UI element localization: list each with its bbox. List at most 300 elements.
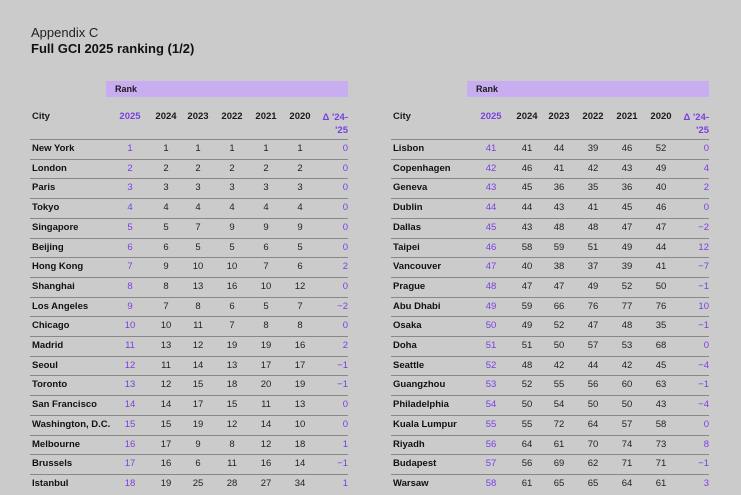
rank-cell: 45 <box>521 182 533 194</box>
rank-cell: 7 <box>195 221 201 233</box>
rank-cell: 14 <box>160 399 172 411</box>
rank-cell: 46 <box>621 143 633 154</box>
rank-cell: 46 <box>485 241 497 253</box>
rank-cell: 28 <box>226 477 238 489</box>
rank-cell: 15 <box>192 379 204 391</box>
rank-cell: 57 <box>587 340 599 351</box>
delta-cell: 0 <box>342 241 348 253</box>
city-name: Washington, D.C. <box>32 418 111 430</box>
table-row <box>391 336 709 357</box>
delta-cell: −4 <box>698 359 709 371</box>
rank-cell: 27 <box>260 477 272 489</box>
rank-cell: 4 <box>297 202 303 214</box>
rank-cell: 37 <box>587 261 599 273</box>
city-column-header: City <box>32 111 50 122</box>
table-row <box>30 395 348 416</box>
rank-cell: 47 <box>655 221 667 233</box>
city-name: Singapore <box>32 221 79 233</box>
rank-cell: 65 <box>587 477 599 489</box>
rank-cell: 7 <box>297 300 303 312</box>
table-row <box>30 474 348 495</box>
rank-cell: 61 <box>655 477 667 489</box>
rank-cell: 25 <box>192 477 204 489</box>
rank-cell: 47 <box>521 280 533 292</box>
rank-cell: 39 <box>621 261 633 273</box>
city-name: New York <box>32 143 75 154</box>
year-column-header-2021: 2021 <box>255 111 277 122</box>
rank-cell: 56 <box>485 438 497 450</box>
rank-cell: 71 <box>655 458 667 470</box>
delta-cell: 0 <box>342 143 348 154</box>
table-row <box>391 375 709 396</box>
rank-cell: 2 <box>297 162 303 174</box>
rank-cell: 72 <box>553 418 565 430</box>
rank-cell: 39 <box>587 143 599 154</box>
rank-cell: 40 <box>521 261 533 273</box>
city-name: Tokyo <box>32 202 60 214</box>
table-row <box>30 238 348 259</box>
rank-cell: 56 <box>587 379 599 391</box>
rank-cell: 63 <box>655 379 667 391</box>
rank-cell: 5 <box>195 241 201 253</box>
rank-cell: 16 <box>160 458 172 470</box>
city-name: Shanghai <box>32 280 75 292</box>
rank-cell: 44 <box>521 202 533 214</box>
city-name: Paris <box>32 182 56 194</box>
delta-cell: −1 <box>337 458 348 470</box>
city-name: Guangzhou <box>393 379 446 391</box>
city-name: San Francisco <box>32 399 97 411</box>
city-name: Istanbul <box>32 477 69 489</box>
delta-cell: −7 <box>698 261 709 273</box>
table-row <box>391 297 709 318</box>
rank-cell: 2 <box>163 162 169 174</box>
rank-cell: 44 <box>655 241 667 253</box>
rank-cell: 49 <box>587 280 599 292</box>
rank-cell: 13 <box>294 399 306 411</box>
rank-cell: 55 <box>485 418 497 430</box>
delta-cell: 8 <box>703 438 709 450</box>
rank-cell: 55 <box>521 418 533 430</box>
rank-cell: 12 <box>260 438 272 450</box>
rank-cell: 50 <box>553 340 565 351</box>
delta-cell: 12 <box>698 241 709 253</box>
city-name: Vancouver <box>393 261 442 273</box>
rank-cell: 40 <box>655 182 667 194</box>
city-name: Budapest <box>393 458 437 470</box>
delta-cell: 0 <box>342 320 348 332</box>
delta-cell: 2 <box>703 182 709 194</box>
appendix-label: Appendix C <box>31 25 99 40</box>
year-column-header-2025: 2025 <box>119 111 141 122</box>
rank-cell: 17 <box>160 438 172 450</box>
rank-cell: 13 <box>226 359 238 371</box>
rank-cell: 3 <box>163 182 169 194</box>
rank-cell: 9 <box>263 221 269 233</box>
rank-cell: 47 <box>485 261 497 273</box>
rank-cell: 14 <box>294 458 306 470</box>
rank-cell: 36 <box>621 182 633 194</box>
table-row <box>391 178 709 199</box>
city-name: Abu Dhabi <box>393 300 441 312</box>
rank-cell: 48 <box>521 359 533 371</box>
delta-cell: 0 <box>703 202 709 214</box>
rank-cell: 10 <box>260 280 272 292</box>
delta-cell: 0 <box>342 202 348 214</box>
delta-cell: −1 <box>337 379 348 391</box>
rank-cell: 15 <box>124 418 136 430</box>
rank-cell: 49 <box>621 241 633 253</box>
year-column-header-2020: 2020 <box>650 111 672 122</box>
city-name: Brussels <box>32 458 73 470</box>
year-column-header-2024: 2024 <box>155 111 177 122</box>
rank-cell: 2 <box>127 162 133 174</box>
rank-cell: 41 <box>655 261 667 273</box>
rank-cell: 7 <box>127 261 133 273</box>
rank-cell: 45 <box>621 202 633 214</box>
rank-cell: 10 <box>160 320 172 332</box>
rank-cell: 48 <box>485 280 497 292</box>
rank-cell: 50 <box>485 320 497 332</box>
delta-column-header: Δ '24-'25 <box>683 112 709 136</box>
rank-cell: 18 <box>124 477 136 489</box>
city-name: Madrid <box>32 340 64 351</box>
rank-cell: 16 <box>226 280 238 292</box>
rank-cell: 13 <box>192 280 204 292</box>
rank-cell: 57 <box>621 418 633 430</box>
rank-cell: 11 <box>227 458 237 470</box>
rank-cell: 16 <box>124 438 136 450</box>
table-row <box>391 435 709 456</box>
rank-cell: 18 <box>294 438 306 450</box>
rank-cell: 43 <box>655 399 667 411</box>
rank-cell: 5 <box>127 221 133 233</box>
rank-cell: 4 <box>163 202 169 214</box>
rank-cell: 11 <box>125 340 135 351</box>
delta-cell: −2 <box>337 300 348 312</box>
rank-cell: 2 <box>195 162 201 174</box>
city-name: Philadelphia <box>393 399 449 411</box>
rank-cell: 11 <box>161 359 171 371</box>
rank-cell: 9 <box>195 438 201 450</box>
delta-cell: 0 <box>703 418 709 430</box>
rank-cell: 51 <box>587 241 599 253</box>
column-header-row <box>391 109 709 137</box>
rank-cell: 6 <box>127 241 133 253</box>
rank-cell: 19 <box>160 477 172 489</box>
rank-cell: 9 <box>163 261 169 273</box>
rank-cell: 8 <box>163 280 169 292</box>
rank-cell: 50 <box>521 399 533 411</box>
city-name: Taipei <box>393 241 420 253</box>
rank-cell: 3 <box>127 182 133 194</box>
rank-cell: 1 <box>127 143 133 154</box>
rank-cell: 3 <box>297 182 303 194</box>
rank-cell: 50 <box>621 399 633 411</box>
rank-cell: 52 <box>485 359 497 371</box>
city-name: Beijing <box>32 241 64 253</box>
city-name: Chicago <box>32 320 70 332</box>
rank-cell: 12 <box>226 418 238 430</box>
city-name: Seattle <box>393 359 425 371</box>
rank-cell: 13 <box>124 379 136 391</box>
rank-cell: 1 <box>163 143 169 154</box>
rank-cell: 50 <box>587 399 599 411</box>
rank-cell: 7 <box>263 261 269 273</box>
table-row <box>30 139 348 160</box>
rank-cell: 8 <box>263 320 269 332</box>
rank-cell: 77 <box>621 300 633 312</box>
rank-cell: 17 <box>260 359 272 371</box>
rank-cell: 76 <box>655 300 667 312</box>
city-name: Toronto <box>32 379 68 391</box>
table-row <box>30 336 348 357</box>
rank-cell: 6 <box>229 300 235 312</box>
table-row <box>391 395 709 416</box>
city-name: Kuala Lumpur <box>393 418 457 430</box>
city-name: Copenhagen <box>393 162 451 174</box>
table-row <box>30 435 348 456</box>
rank-cell: 42 <box>621 359 633 371</box>
rank-cell: 16 <box>294 340 306 351</box>
rank-cell: 52 <box>621 280 633 292</box>
rank-cell: 6 <box>263 241 269 253</box>
rank-cell: 12 <box>192 340 204 351</box>
city-name: London <box>32 162 67 174</box>
table-row <box>30 454 348 475</box>
table-row <box>30 159 348 180</box>
table-row <box>391 316 709 337</box>
rank-cell: 15 <box>226 399 238 411</box>
rank-cell: 48 <box>587 221 599 233</box>
delta-column-header: Δ '24-'25 <box>322 112 348 136</box>
rank-cell: 17 <box>192 399 204 411</box>
table-row <box>391 238 709 259</box>
rank-cell: 68 <box>655 340 667 351</box>
rank-cell: 42 <box>587 162 599 174</box>
rank-cell: 1 <box>229 143 235 154</box>
rank-cell: 5 <box>263 300 269 312</box>
rank-cell: 57 <box>485 458 497 470</box>
rank-cell: 4 <box>229 202 235 214</box>
rank-cell: 17 <box>294 359 306 371</box>
rank-cell: 69 <box>553 458 565 470</box>
rank-cell: 38 <box>553 261 565 273</box>
delta-cell: 4 <box>703 162 709 174</box>
delta-cell: 0 <box>703 143 709 154</box>
rank-cell: 9 <box>297 221 303 233</box>
rank-cell: 43 <box>485 182 497 194</box>
rank-cell: 41 <box>553 162 565 174</box>
rank-cell: 58 <box>485 477 497 489</box>
rank-cell: 6 <box>163 241 169 253</box>
rank-cell: 58 <box>655 418 667 430</box>
year-column-header-2025: 2025 <box>480 111 502 122</box>
rank-cell: 47 <box>587 320 599 332</box>
year-column-header-2023: 2023 <box>187 111 209 122</box>
city-name: Geneva <box>393 182 428 194</box>
rank-cell: 4 <box>127 202 133 214</box>
delta-cell: −1 <box>698 280 709 292</box>
table-row <box>30 297 348 318</box>
delta-cell: −2 <box>698 221 709 233</box>
rank-cell: 41 <box>587 202 599 214</box>
rank-cell: 74 <box>621 438 633 450</box>
rank-cell: 49 <box>485 300 497 312</box>
rank-cell: 53 <box>621 340 633 351</box>
rank-cell: 8 <box>297 320 303 332</box>
year-column-header-2023: 2023 <box>548 111 570 122</box>
delta-cell: 0 <box>703 340 709 351</box>
delta-cell: −1 <box>698 458 709 470</box>
rank-cell: 11 <box>193 320 203 332</box>
delta-cell: 10 <box>698 300 709 312</box>
rank-cell: 64 <box>587 418 599 430</box>
city-name: Lisbon <box>393 143 425 154</box>
rank-cell: 45 <box>655 359 667 371</box>
delta-cell: −1 <box>698 320 709 332</box>
rank-cell: 3 <box>263 182 269 194</box>
rank-cell: 10 <box>192 261 204 273</box>
rank-cell: 73 <box>655 438 667 450</box>
rank-cell: 44 <box>485 202 497 214</box>
rank-cell: 49 <box>521 320 533 332</box>
rank-cell: 12 <box>124 359 136 371</box>
rank-cell: 10 <box>226 261 238 273</box>
rank-cell: 12 <box>160 379 172 391</box>
rank-cell: 19 <box>260 340 272 351</box>
city-name: Los Angeles <box>32 300 89 312</box>
rank-cell: 61 <box>553 438 565 450</box>
city-name: Prague <box>393 280 426 292</box>
rank-cell: 66 <box>553 300 565 312</box>
rank-cell: 19 <box>192 418 204 430</box>
table-row <box>391 257 709 278</box>
city-name: Osaka <box>393 320 422 332</box>
delta-cell: 2 <box>342 340 348 351</box>
delta-cell: 0 <box>342 182 348 194</box>
rank-cell: 14 <box>124 399 136 411</box>
city-name: Warsaw <box>393 477 429 489</box>
rank-header-bar: Rank <box>467 81 709 97</box>
rank-cell: 4 <box>263 202 269 214</box>
table-row <box>391 198 709 219</box>
rank-cell: 1 <box>195 143 201 154</box>
city-name: Dublin <box>393 202 423 214</box>
table-row <box>391 139 709 160</box>
rank-cell: 58 <box>521 241 533 253</box>
rank-cell: 54 <box>485 399 497 411</box>
rank-cell: 8 <box>127 280 133 292</box>
delta-cell: 0 <box>342 418 348 430</box>
rank-cell: 44 <box>553 143 565 154</box>
rank-cell: 43 <box>553 202 565 214</box>
rank-cell: 35 <box>655 320 667 332</box>
rank-cell: 9 <box>229 221 235 233</box>
table-row <box>391 356 709 377</box>
rank-cell: 44 <box>587 359 599 371</box>
rank-cell: 70 <box>587 438 599 450</box>
year-column-header-2020: 2020 <box>289 111 311 122</box>
rank-cell: 34 <box>294 477 306 489</box>
rank-cell: 47 <box>553 280 565 292</box>
rank-cell: 62 <box>587 458 599 470</box>
rank-cell: 49 <box>655 162 667 174</box>
delta-cell: 2 <box>342 261 348 273</box>
rank-cell: 46 <box>655 202 667 214</box>
rank-cell: 10 <box>124 320 136 332</box>
delta-cell: −4 <box>698 399 709 411</box>
year-column-header-2024: 2024 <box>516 111 538 122</box>
year-column-header-2022: 2022 <box>582 111 604 122</box>
city-name: Melbourne <box>32 438 81 450</box>
rank-cell: 52 <box>655 143 667 154</box>
delta-cell: 1 <box>342 438 348 450</box>
rank-cell: 43 <box>521 221 533 233</box>
rank-cell: 4 <box>195 202 201 214</box>
rank-cell: 10 <box>294 418 306 430</box>
city-name: Doha <box>393 340 417 351</box>
table-row <box>30 415 348 436</box>
rank-cell: 43 <box>621 162 633 174</box>
rank-header-bar: Rank <box>106 81 348 97</box>
rank-cell: 76 <box>587 300 599 312</box>
rank-cell: 45 <box>485 221 497 233</box>
rank-cell: 64 <box>521 438 533 450</box>
rank-cell: 51 <box>521 340 533 351</box>
rank-cell: 52 <box>553 320 565 332</box>
city-column-header: City <box>393 111 411 122</box>
rank-cell: 56 <box>521 458 533 470</box>
table-row <box>391 218 709 239</box>
rank-cell: 7 <box>229 320 235 332</box>
table-row <box>30 198 348 219</box>
rank-cell: 8 <box>195 300 201 312</box>
rank-cell: 5 <box>163 221 169 233</box>
rank-cell: 46 <box>521 162 533 174</box>
rank-cell: 65 <box>553 477 565 489</box>
rank-cell: 6 <box>297 261 303 273</box>
delta-cell: 1 <box>342 477 348 489</box>
page-title: Full GCI 2025 ranking (1/2) <box>31 41 195 56</box>
rank-cell: 9 <box>127 300 133 312</box>
table-row <box>391 415 709 436</box>
table-row <box>391 277 709 298</box>
delta-cell: 0 <box>342 280 348 292</box>
rank-cell: 2 <box>229 162 235 174</box>
rank-cell: 47 <box>621 221 633 233</box>
delta-cell: 0 <box>342 399 348 411</box>
table-row <box>30 375 348 396</box>
rank-cell: 17 <box>124 458 136 470</box>
rank-cell: 19 <box>294 379 306 391</box>
rank-cell: 8 <box>229 438 235 450</box>
delta-cell: −1 <box>337 359 348 371</box>
delta-cell: 0 <box>342 221 348 233</box>
rank-cell: 60 <box>621 379 633 391</box>
rank-cell: 42 <box>553 359 565 371</box>
rank-cell: 14 <box>260 418 272 430</box>
table-row <box>30 178 348 199</box>
rank-cell: 55 <box>553 379 565 391</box>
table-row <box>30 316 348 337</box>
rank-cell: 53 <box>485 379 497 391</box>
rank-cell: 20 <box>260 379 272 391</box>
rank-cell: 51 <box>485 340 497 351</box>
table-row <box>30 277 348 298</box>
rank-cell: 71 <box>621 458 633 470</box>
rank-cell: 35 <box>587 182 599 194</box>
